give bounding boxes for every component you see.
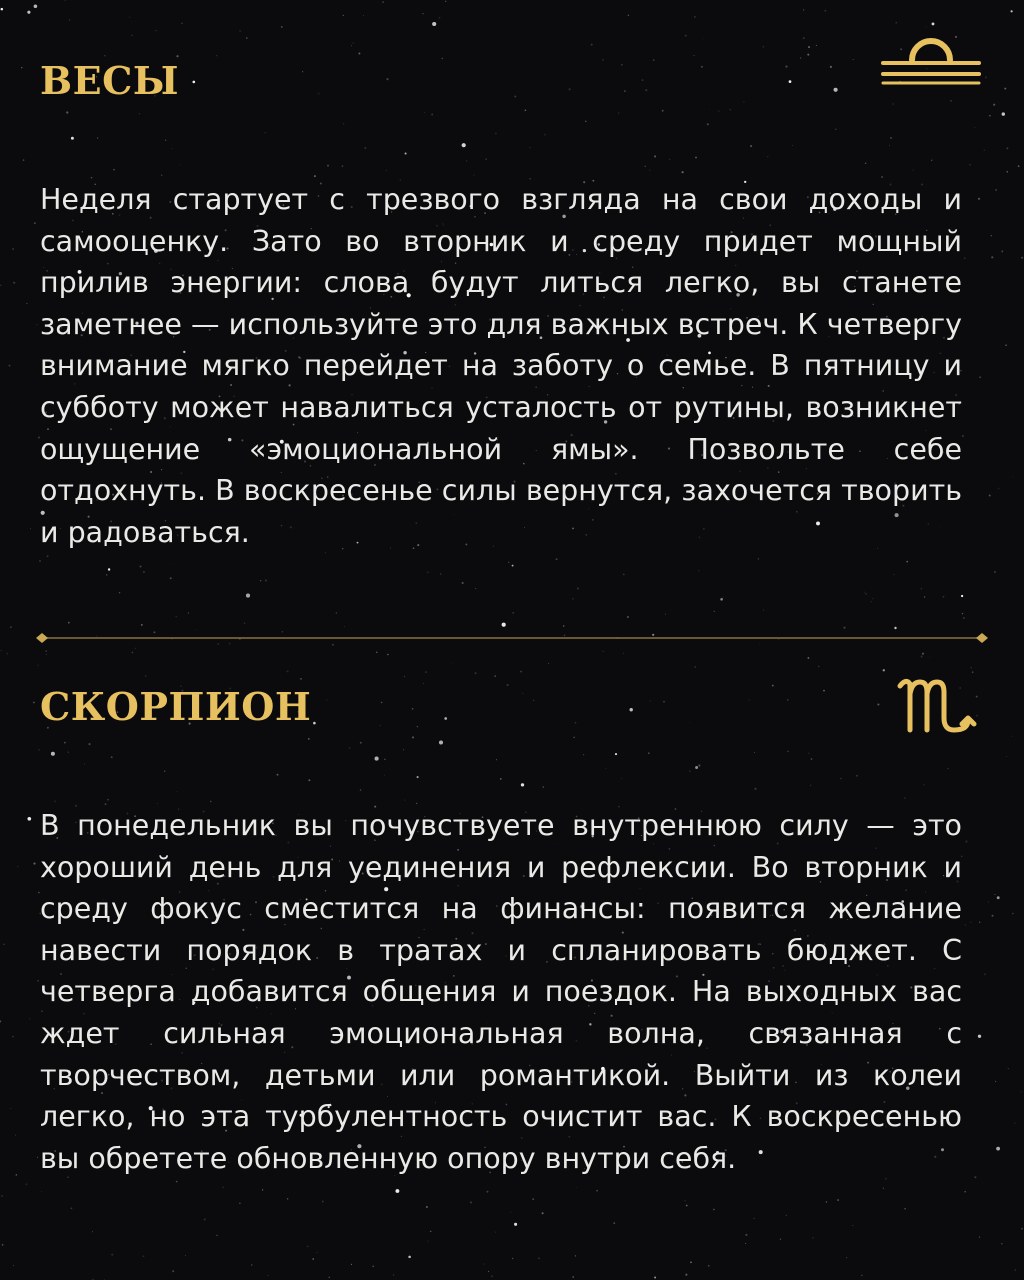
star bbox=[1005, 344, 1007, 346]
star bbox=[1021, 1091, 1022, 1092]
star bbox=[1012, 736, 1013, 737]
star bbox=[1001, 1243, 1002, 1244]
star bbox=[989, 115, 991, 117]
scorpio-horoscope-text: В понедельник вы почувствуете внутреннюю силу — это хороший день для уединения и рефлексии. Во вторник и среду фокус сместится на финансы: появится желание навести порядок в тратах и спланировать бюджет. С четверга добавится общения и поездок. На выходных вас ждет сильная эмоциональная волна, связанная с творчеством, детьми или романтикой. Выйти из колеи легко, но эта турбулентность очистит вас. К воскресенью вы обретете обновленную опору внутри себя. bbox=[40, 809, 962, 1175]
star bbox=[3, 944, 4, 945]
star bbox=[994, 571, 996, 573]
star bbox=[27, 11, 30, 14]
star bbox=[0, 285, 1, 286]
star bbox=[1004, 88, 1006, 90]
star bbox=[1007, 171, 1009, 173]
star bbox=[9, 365, 11, 367]
scorpio-section bbox=[40, 0, 984, 1280]
star bbox=[25, 1183, 27, 1185]
star bbox=[1, 650, 2, 651]
libra-horoscope-text: Неделя стартует с трезвого взгляда на свои доходы и самооценку. Зато во вторник и среду придет мощный прилив энергии: слова будут литься легко, вы станете заметнее — используйте это для важных встреч. К четвергу внимание мягко перейдет на заботу о семье. В пятницу и субботу может навалиться усталость от рутины, возникнет ощущение «эмоциональной ямы». Позвольте себе отдохнуть. В воскресенье силы вернутся, захочется творить и радоваться. bbox=[40, 183, 962, 549]
star bbox=[37, 1157, 38, 1158]
star bbox=[997, 896, 1000, 899]
star bbox=[6, 653, 8, 655]
star bbox=[13, 1265, 14, 1266]
star bbox=[992, 915, 994, 917]
star bbox=[21, 67, 22, 68]
star bbox=[988, 901, 989, 902]
star bbox=[984, 973, 986, 975]
star bbox=[27, 817, 31, 821]
star bbox=[995, 189, 997, 191]
star bbox=[1, 1195, 3, 1197]
star bbox=[1006, 147, 1008, 149]
star bbox=[2, 1244, 4, 1246]
star bbox=[1012, 913, 1014, 915]
star bbox=[33, 702, 35, 704]
star bbox=[993, 104, 995, 106]
star bbox=[995, 1081, 996, 1082]
star bbox=[26, 303, 27, 304]
star bbox=[985, 76, 987, 78]
star bbox=[16, 1174, 18, 1176]
star bbox=[1002, 112, 1005, 115]
star bbox=[0, 1020, 1, 1022]
star bbox=[34, 222, 36, 224]
star bbox=[1014, 1123, 1015, 1124]
star bbox=[1012, 476, 1013, 477]
star bbox=[1006, 756, 1007, 757]
star bbox=[996, 1147, 1000, 1151]
star bbox=[15, 1135, 16, 1136]
star bbox=[13, 282, 15, 284]
star bbox=[17, 866, 18, 867]
star bbox=[998, 488, 1000, 490]
libra-title: ВЕСЫ bbox=[40, 58, 179, 103]
star bbox=[36, 324, 37, 325]
star bbox=[10, 1108, 11, 1109]
star bbox=[1021, 1228, 1023, 1230]
star bbox=[1001, 250, 1003, 252]
star bbox=[991, 235, 992, 236]
star bbox=[12, 248, 13, 249]
star bbox=[1, 8, 4, 11]
star bbox=[1008, 1068, 1009, 1069]
star bbox=[1021, 257, 1023, 259]
star bbox=[29, 1018, 30, 1019]
star bbox=[1011, 10, 1013, 12]
star bbox=[12, 1036, 14, 1038]
star bbox=[30, 528, 31, 529]
scorpio-icon bbox=[896, 668, 978, 742]
star bbox=[37, 664, 38, 665]
star bbox=[23, 159, 24, 160]
star bbox=[989, 495, 991, 497]
scorpio-title: СКОРПИОН bbox=[40, 684, 312, 729]
star bbox=[34, 5, 38, 9]
star bbox=[37, 980, 39, 982]
star bbox=[10, 626, 11, 627]
star bbox=[1018, 165, 1020, 167]
star bbox=[991, 256, 993, 258]
star bbox=[33, 863, 35, 865]
star bbox=[1015, 1269, 1016, 1270]
star bbox=[994, 894, 995, 895]
